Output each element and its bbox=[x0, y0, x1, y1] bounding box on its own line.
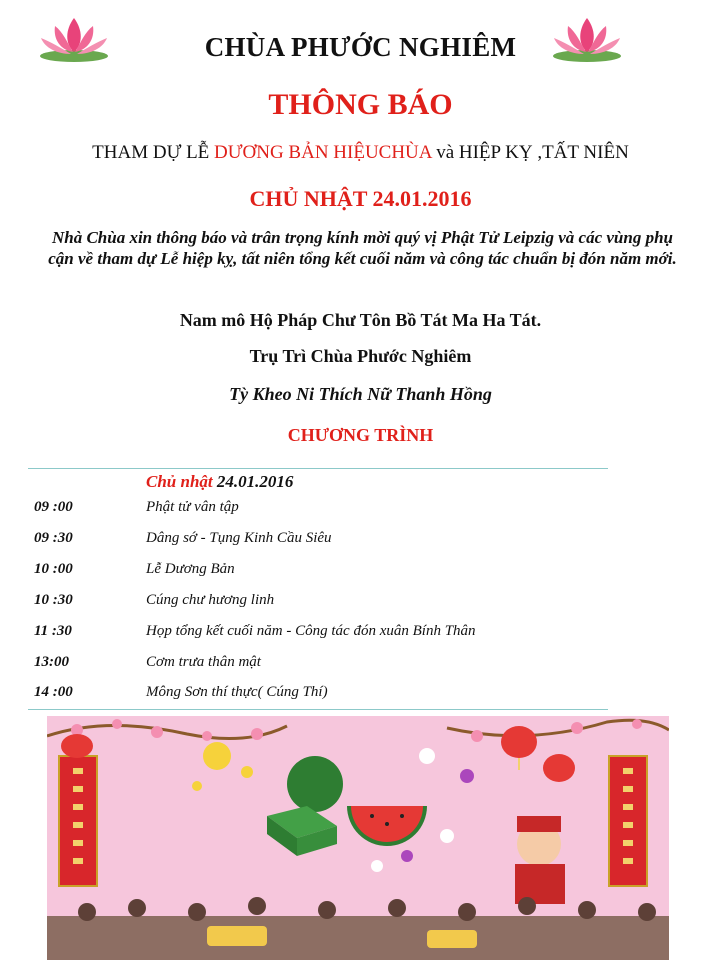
event-prefix: THAM DỰ LỄ bbox=[92, 142, 215, 163]
tet-festival-illustration bbox=[47, 716, 669, 960]
event-line bbox=[0, 142, 721, 164]
schedule-row bbox=[34, 623, 634, 647]
schedule-activity: Mông Sơn thí thực( Cúng Thí) bbox=[146, 684, 328, 700]
schedule-activity: Cơm trưa thân mật bbox=[146, 654, 261, 670]
program-day-label: Chủ nhật bbox=[146, 472, 217, 491]
schedule-time: 10 :30 bbox=[34, 592, 73, 608]
divider-bottom bbox=[28, 709, 608, 710]
schedule-row bbox=[34, 684, 634, 708]
schedule-time: 11 :30 bbox=[34, 623, 72, 639]
schedule-row bbox=[34, 592, 634, 616]
temple-name: CHÙA PHƯỚC NGHIÊM bbox=[204, 32, 517, 62]
schedule-time: 13:00 bbox=[34, 654, 69, 670]
schedule-time: 09 :30 bbox=[34, 530, 73, 546]
abbot-title: Trụ Trì Chùa Phước Nghiêm bbox=[249, 346, 472, 366]
schedule-time: 09 :00 bbox=[34, 499, 73, 515]
schedule-row bbox=[34, 561, 634, 585]
schedule-activity: Cúng chư hương linh bbox=[146, 592, 275, 608]
schedule-activity: Dâng sớ - Tụng Kinh Cầu Siêu bbox=[146, 530, 332, 546]
abbot-name: Tỳ Kheo Ni Thích Nữ Thanh Hồng bbox=[229, 384, 492, 404]
schedule-activity: Lễ Dương Bản bbox=[146, 561, 235, 577]
date-heading: CHỦ NHẬT 24.01.2016 bbox=[249, 186, 472, 211]
event-highlight: DƯƠNG BẢN HIỆUCHÙA bbox=[214, 142, 432, 163]
notice-title: THÔNG BÁO bbox=[268, 88, 453, 121]
schedule-row bbox=[34, 654, 634, 678]
event-suffix: và HIỆP KỴ ,TẤT NIÊN bbox=[431, 142, 629, 163]
prayer-line: Nam mô Hộ Pháp Chư Tôn Bồ Tát Ma Ha Tát. bbox=[179, 310, 542, 330]
divider-top bbox=[28, 468, 608, 469]
schedule-activity: Phật tử vân tập bbox=[146, 499, 239, 515]
program-day-date: 24.01.2016 bbox=[216, 472, 294, 491]
schedule-time: 10 :00 bbox=[34, 561, 73, 577]
schedule-time: 14 :00 bbox=[34, 684, 73, 700]
schedule-row bbox=[34, 530, 634, 554]
schedule-row bbox=[34, 499, 634, 523]
program-heading: CHƯƠNG TRÌNH bbox=[287, 425, 434, 445]
schedule-activity: Họp tổng kết cuối năm - Công tác đón xuân Bính Thân bbox=[146, 623, 476, 639]
program-date bbox=[146, 472, 293, 492]
invitation-text: Nhà Chùa xin thông báo và trân trọng kính mời quý vị Phật Tử Leipzig và các vùng phụ cận về tham dự Lễ hiệp kỵ, tất niên tổng kết cuối năm và công tác chuẩn bị đón năm mới. bbox=[48, 228, 677, 268]
